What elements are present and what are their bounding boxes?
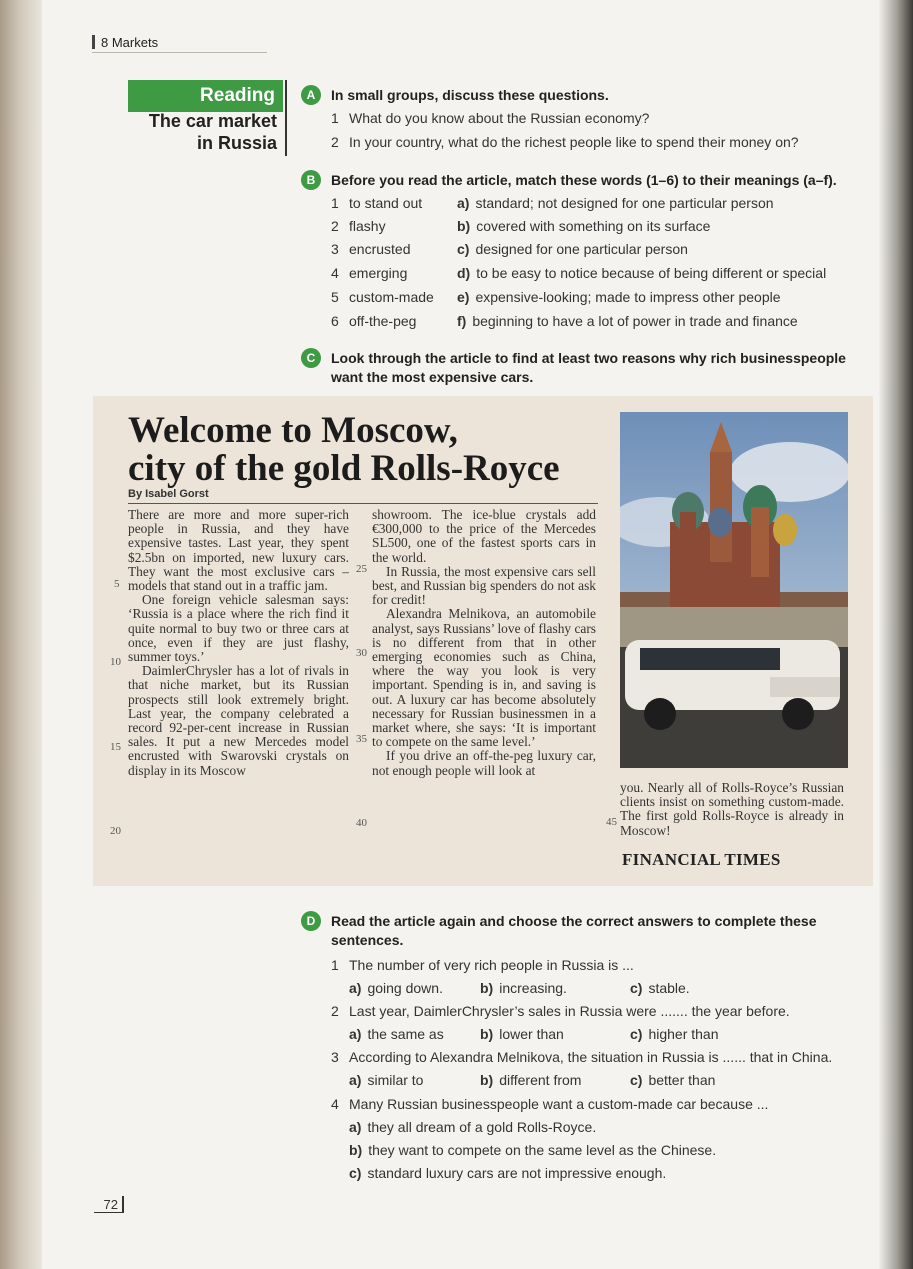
meaning-text: expensive-looking; made to impress other people [475,289,781,305]
question-number: 1 [331,957,339,973]
question-stem [331,1049,832,1065]
word-number: 6 [331,313,339,329]
line-number: 25 [356,563,367,575]
line-number: 10 [110,656,121,668]
option-text: they want to compete on the same level as the Chinese. [368,1142,717,1158]
option-text: different from [499,1072,582,1088]
line-number: 30 [356,647,367,659]
vocab-word [331,265,407,281]
stem-text: Many Russian businesspeople want a custom-made car because ... [349,1096,769,1112]
article-column-1 [128,508,349,778]
page-number [94,1196,124,1213]
word-text: emerging [349,265,408,281]
option-letter: b) [480,980,494,996]
word-number: 4 [331,265,339,281]
question-stem [331,1096,768,1112]
option-text: similar to [367,1072,424,1088]
paragraph: In Russia, the most expensive cars sell best, and Russian big spenders do not ask for credit! [372,563,596,608]
option-letter: a) [349,1119,362,1135]
word-text: to stand out [349,195,423,211]
line-number: 40 [356,817,367,829]
option-letter: b) [480,1026,494,1042]
task-a-question [331,134,799,150]
option-letter: b) [480,1072,494,1088]
meaning-letter: e) [457,289,470,305]
task-a-question [331,110,649,126]
task-a-badge: A [301,85,321,105]
vocab-meaning [457,218,710,234]
paragraph: showroom. The ice-blue crystals add €300,000 to the price of the Mercedes SL500, one of the fastest sports cars in the world. [372,507,596,565]
question-number: 3 [331,1049,339,1065]
option-text: better than [648,1072,716,1088]
page-number-bar [122,1196,124,1212]
reading-subtitle [128,110,277,154]
line-number: 15 [110,741,121,753]
moscow-photo [620,412,848,768]
option-letter: c) [630,980,643,996]
unit-title: 8 Markets [101,35,159,50]
meaning-text: beginning to have a lot of power in trade and finance [472,313,798,329]
page-edge-shadow [879,0,913,1269]
option-text: lower than [499,1026,564,1042]
word-text: off-the-peg [349,313,417,329]
word-number: 5 [331,289,339,305]
task-d-title [331,912,817,950]
paragraph: DaimlerChrysler has a lot of rivals in that niche market, but its Russian prospects still look extremely bright. Last year, the company celebrated a record 92-per-cent increase in Russian sales. It put a new Mercedes model encrusted with Swarovski crystals on display in its Moscow [128,663,349,778]
st-basils-limousine-image [620,412,848,768]
article-column-3 [620,781,844,838]
task-b-badge: B [301,170,321,190]
word-text: custom-made [349,289,434,305]
answer-option[interactable] [630,1026,719,1042]
vocab-meaning [457,289,781,305]
option-text: stable. [648,980,690,996]
answer-option[interactable] [349,980,443,996]
book-spine-shadow [0,0,42,1269]
option-letter: a) [349,1072,362,1088]
task-b-title: Before you read the article, match these words (1–6) to their meanings (a–f). [331,172,837,188]
option-text: the same as [367,1026,444,1042]
option-letter: a) [349,1026,362,1042]
task-c-title-line2: want the most expensive cars. [331,369,534,385]
task-d-title-line1: Read the article again and choose the correct answers to complete these [331,913,817,929]
unit-header [92,34,267,53]
option-letter: c) [630,1072,643,1088]
meaning-text: designed for one particular person [475,241,688,257]
option-letter: c) [630,1026,643,1042]
option-text: they all dream of a gold Rolls-Royce. [367,1119,597,1135]
meaning-letter: d) [457,265,471,281]
reading-label: Reading [128,80,283,112]
reading-subtitle-line1: The car market [148,111,277,131]
question-number: 1 [331,110,339,126]
vocab-meaning [457,195,774,211]
paragraph: One foreign vehicle salesman says: ‘Russia is a place where the rich find it quite normal to buy two or three cars at once, even if they are just flashy, summer toys.’ [128,592,349,665]
answer-option[interactable] [349,1072,423,1088]
answer-option[interactable] [480,980,567,996]
answer-option[interactable] [349,1165,666,1181]
task-d-badge: D [301,911,321,931]
meaning-text: covered with something on its surface [476,218,711,234]
meaning-text: standard; not designed for one particular person [475,195,774,211]
article-column-2 [372,508,596,778]
vocab-word [331,195,422,211]
word-text: encrusted [349,241,411,257]
reading-divider [285,80,287,156]
vocab-word [331,241,410,257]
stem-text: Last year, DaimlerChrysler’s sales in Russia were ....... the year before. [349,1003,790,1019]
question-stem [331,1003,790,1019]
word-number: 3 [331,241,339,257]
question-text: In your country, what do the richest people like to spend their money on? [349,134,799,150]
option-letter: c) [349,1165,362,1181]
option-text: going down. [367,980,443,996]
option-text: increasing. [499,980,567,996]
meaning-letter: a) [457,195,470,211]
byline-rule [128,503,598,504]
article-byline: By Isabel Gorst [128,488,209,500]
headline-line1: Welcome to Moscow, [128,410,458,451]
reading-subtitle-line2: in Russia [196,133,277,153]
option-letter: a) [349,980,362,996]
answer-option[interactable] [480,1072,581,1088]
meaning-letter: f) [457,313,467,329]
meaning-letter: c) [457,241,470,257]
task-c-title-line1: Look through the article to find at least two reasons why rich businesspeople [331,350,846,366]
vocab-word [331,313,416,329]
vocab-meaning [457,313,798,329]
answer-option[interactable] [349,1142,716,1158]
question-number: 2 [331,134,339,150]
vocab-word [331,289,434,305]
answer-option[interactable] [349,1119,596,1135]
question-text: What do you know about the Russian economy? [349,110,650,126]
stem-text: The number of very rich people in Russia is ... [349,957,634,973]
option-text: higher than [648,1026,719,1042]
stem-text: According to Alexandra Melnikova, the situation in Russia is ...... that in China. [349,1049,833,1065]
answer-option[interactable] [630,980,690,996]
task-a-title: In small groups, discuss these questions. [331,87,609,103]
task-c-title [331,349,846,387]
paragraph: There are more and more super-rich people in Russia, and they have expensive tastes. Last year, they spent $2.5bn on imported, new luxury cars. They want the most exclusive cars – models that stand out in a traffic jam. [128,507,349,594]
answer-option[interactable] [480,1026,564,1042]
vocab-word [331,218,386,234]
paragraph: If you drive an off-the-peg luxury car, not enough people will look at [372,748,596,778]
meaning-letter: b) [457,218,471,234]
paragraph: you. Nearly all of Rolls-Royce’s Russian clients insist on something custom-made. The first gold Rolls-Royce is already in Moscow! [620,780,844,838]
task-c-badge: C [301,348,321,368]
meaning-text: to be easy to notice because of being different or special [476,265,827,281]
line-number: 5 [114,578,120,590]
option-letter: b) [349,1142,363,1158]
vocab-meaning [457,265,826,281]
headline-line2: city of the gold Rolls-Royce [128,448,560,489]
option-text: standard luxury cars are not impressive enough. [367,1165,667,1181]
word-text: flashy [349,218,386,234]
answer-option[interactable] [630,1072,715,1088]
word-number: 2 [331,218,339,234]
question-number: 2 [331,1003,339,1019]
question-number: 4 [331,1096,339,1112]
line-number: 35 [356,733,367,745]
question-stem [331,957,634,973]
page-number-text: 72 [103,1197,118,1212]
line-number: 45 [606,816,617,828]
word-number: 1 [331,195,339,211]
answer-option[interactable] [349,1026,444,1042]
financial-times-source: FINANCIAL TIMES [622,850,781,869]
vocab-meaning [457,241,688,257]
line-number: 20 [110,825,121,837]
article-headline [128,412,598,488]
paragraph: Alexandra Melnikova, an automobile analyst, says Russians’ love of flashy cars is no different from that in other emerging economies such as China, where the way you look is very important. Spending is in, and saving is out. A luxury car has become absolutely necessary for Russian businessmen in a market where, she says: ‘It is important to compete on the same level.’ [372,606,596,750]
header-bar [92,35,95,49]
task-d-title-line2: sentences. [331,932,404,948]
